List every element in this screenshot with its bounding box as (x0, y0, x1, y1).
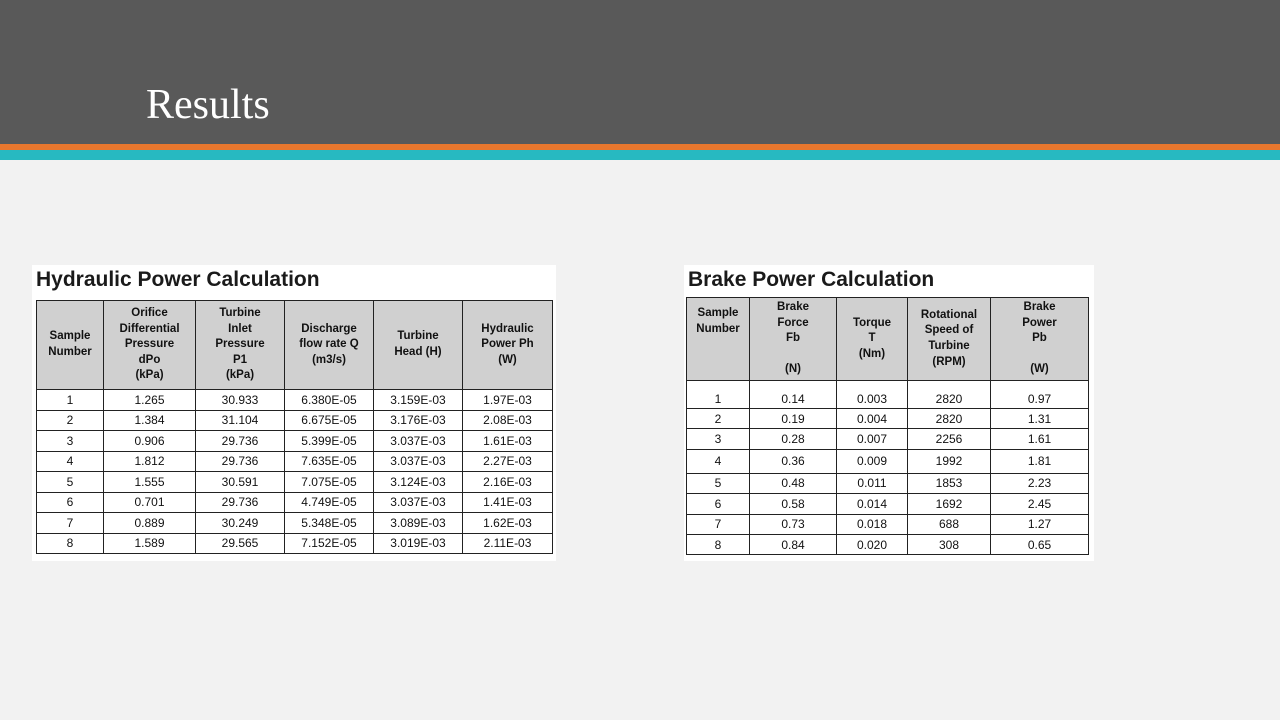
table-cell: 3.159E-03 (374, 390, 463, 411)
table-cell: 29.736 (196, 451, 285, 472)
header-text: Hydraulic Power Ph (W) (481, 322, 534, 366)
table-cell: 4.749E-05 (285, 492, 374, 513)
table-cell: 3.089E-03 (374, 513, 463, 534)
table-cell: 2.45 (991, 494, 1089, 514)
table-row (687, 449, 1089, 473)
table-row (37, 533, 553, 554)
brake-power-title: Brake Power Calculation (688, 268, 935, 291)
table-cell: 0.97 (991, 381, 1089, 409)
table-row (37, 513, 553, 534)
table-cell: 0.65 (991, 534, 1089, 554)
table-row (37, 451, 553, 472)
table-cell: 5 (687, 473, 750, 493)
table-cell: 3.019E-03 (374, 533, 463, 554)
column-header (991, 298, 1089, 381)
table-cell: 3.124E-03 (374, 472, 463, 493)
table-cell: 3.037E-03 (374, 431, 463, 452)
table-cell: 2 (687, 409, 750, 429)
table-cell: 2820 (908, 381, 991, 409)
header-text: Brake Power Pb (W) (1022, 301, 1057, 376)
header-text: Torque T (Nm) (852, 316, 892, 360)
table-cell: 0.84 (750, 534, 837, 554)
hydraulic-power-title: Hydraulic Power Calculation (36, 268, 320, 291)
table-cell: 0.003 (837, 381, 908, 409)
table-cell: 2.16E-03 (463, 472, 553, 493)
table-row (37, 492, 553, 513)
table-row (37, 431, 553, 452)
header-text: Sample Number (696, 307, 740, 335)
table-row (687, 514, 1089, 534)
table-row (687, 409, 1089, 429)
table-cell: 30.933 (196, 390, 285, 411)
table-cell: 4 (687, 449, 750, 473)
table-cell: 688 (908, 514, 991, 534)
hydraulic-power-panel (32, 265, 556, 561)
brake-power-table (686, 297, 1089, 555)
table-cell: 3.037E-03 (374, 451, 463, 472)
table-cell: 1853 (908, 473, 991, 493)
table-cell: 0.020 (837, 534, 908, 554)
column-header (285, 301, 374, 390)
table-cell: 5.348E-05 (285, 513, 374, 534)
table-cell: 1.61 (991, 429, 1089, 449)
header-text: Orifice Differential Pressure dPo (kPa) (119, 307, 180, 382)
table-header-row (687, 298, 1089, 381)
table-cell: 1.555 (104, 472, 196, 493)
table-cell: 5.399E-05 (285, 431, 374, 452)
table-row (687, 429, 1089, 449)
table-cell: 1 (687, 381, 750, 409)
brake-power-panel (684, 265, 1094, 561)
header-text: Brake Force Fb (N) (777, 301, 809, 376)
table-cell: 1.27 (991, 514, 1089, 534)
table-cell: 31.104 (196, 410, 285, 431)
table-cell: 0.58 (750, 494, 837, 514)
table-cell: 1692 (908, 494, 991, 514)
table-row (687, 473, 1089, 493)
column-header (908, 298, 991, 381)
table-cell: 3 (687, 429, 750, 449)
table-cell: 0.011 (837, 473, 908, 493)
table-cell: 7 (37, 513, 104, 534)
table-cell: 8 (37, 533, 104, 554)
table-cell: 1 (37, 390, 104, 411)
table-cell: 6.380E-05 (285, 390, 374, 411)
table-cell: 6.675E-05 (285, 410, 374, 431)
table-cell: 1.81 (991, 449, 1089, 473)
table-cell: 4 (37, 451, 104, 472)
table-row (37, 472, 553, 493)
table-cell: 0.48 (750, 473, 837, 493)
table-cell: 0.009 (837, 449, 908, 473)
column-header (687, 298, 750, 381)
table-row (37, 410, 553, 431)
column-header (837, 298, 908, 381)
header-text: Discharge flow rate Q (m3/s) (299, 322, 359, 366)
table-cell: 1.384 (104, 410, 196, 431)
table-cell: 0.004 (837, 409, 908, 429)
header-text: Turbine Head (H) (394, 330, 442, 358)
table-cell: 7.635E-05 (285, 451, 374, 472)
table-cell: 2.23 (991, 473, 1089, 493)
table-cell: 3 (37, 431, 104, 452)
table-cell: 1.61E-03 (463, 431, 553, 452)
table-cell: 2.08E-03 (463, 410, 553, 431)
table-header-row (37, 301, 553, 390)
table-cell: 0.014 (837, 494, 908, 514)
table-row (687, 534, 1089, 554)
table-cell: 0.28 (750, 429, 837, 449)
table-cell: 1.31 (991, 409, 1089, 429)
table-cell: 29.736 (196, 492, 285, 513)
table-cell: 30.249 (196, 513, 285, 534)
table-cell: 6 (37, 492, 104, 513)
table-cell: 2820 (908, 409, 991, 429)
table-cell: 29.736 (196, 431, 285, 452)
table-cell: 0.889 (104, 513, 196, 534)
column-header (374, 301, 463, 390)
header-stripe-teal (0, 150, 1280, 160)
table-cell: 2.11E-03 (463, 533, 553, 554)
header-text: Turbine Inlet Pressure P1 (kPa) (215, 307, 265, 382)
table-cell: 29.565 (196, 533, 285, 554)
table-cell: 5 (37, 472, 104, 493)
table-cell: 1.265 (104, 390, 196, 411)
table-cell: 7 (687, 514, 750, 534)
table-cell: 0.007 (837, 429, 908, 449)
table-cell: 0.701 (104, 492, 196, 513)
table-cell: 0.018 (837, 514, 908, 534)
hydraulic-power-table (36, 300, 553, 554)
column-header (196, 301, 285, 390)
table-cell: 3.037E-03 (374, 492, 463, 513)
column-header (37, 301, 104, 390)
table-cell: 0.14 (750, 381, 837, 409)
table-cell: 3.176E-03 (374, 410, 463, 431)
table-row (687, 381, 1089, 409)
header-text: Rotational Speed of Turbine (RPM) (920, 308, 978, 368)
table-cell: 7.075E-05 (285, 472, 374, 493)
table-cell: 1.812 (104, 451, 196, 472)
table-cell: 1.97E-03 (463, 390, 553, 411)
table-cell: 0.906 (104, 431, 196, 452)
table-cell: 2 (37, 410, 104, 431)
slide-title: Results (146, 82, 270, 128)
table-cell: 30.591 (196, 472, 285, 493)
table-cell: 308 (908, 534, 991, 554)
table-row (37, 390, 553, 411)
table-row (687, 494, 1089, 514)
column-header (463, 301, 553, 390)
table-cell: 2.27E-03 (463, 451, 553, 472)
table-cell: 0.73 (750, 514, 837, 534)
table-cell: 1.62E-03 (463, 513, 553, 534)
table-cell: 6 (687, 494, 750, 514)
table-cell: 7.152E-05 (285, 533, 374, 554)
table-cell: 1.589 (104, 533, 196, 554)
table-cell: 1992 (908, 449, 991, 473)
table-cell: 8 (687, 534, 750, 554)
header-text: Sample Number (48, 330, 92, 358)
column-header (750, 298, 837, 381)
table-cell: 0.19 (750, 409, 837, 429)
table-cell: 0.36 (750, 449, 837, 473)
table-cell: 2256 (908, 429, 991, 449)
column-header (104, 301, 196, 390)
table-cell: 1.41E-03 (463, 492, 553, 513)
